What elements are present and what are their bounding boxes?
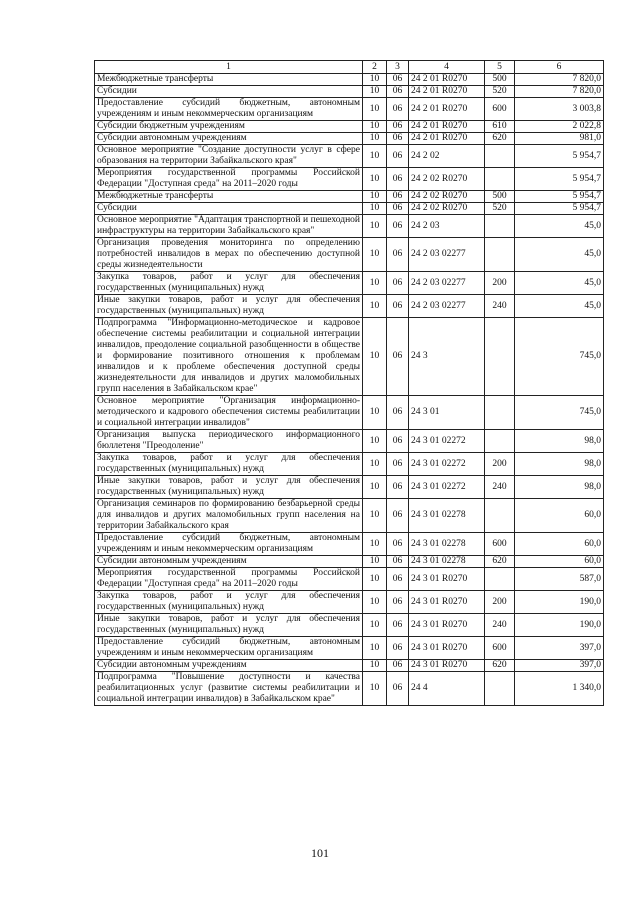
row-expense-type: 240 bbox=[485, 614, 515, 637]
row-name: Основное мероприятие "Адаптация транспортной и пешеходной инфраструктуры на территории Забайкальского края" bbox=[95, 215, 363, 238]
table-row bbox=[95, 295, 604, 318]
table-row bbox=[95, 453, 604, 476]
row-section: 10 bbox=[363, 499, 387, 533]
row-name: Мероприятия государственной программы Российской Федерации "Доступная среда" на 2011–2020 годы bbox=[95, 168, 363, 191]
row-section: 10 bbox=[363, 660, 387, 672]
row-expense-type: 600 bbox=[485, 637, 515, 660]
row-subsection: 06 bbox=[387, 614, 409, 637]
row-subsection: 06 bbox=[387, 168, 409, 191]
row-name: Подпрограмма "Информационно-методическое и кадровое обеспечение системы реабилитации и социальной интеграции инвалидов, преодоление социальной разобщенности в обществе и формирование позитивного отношения к проблемам инвалидов и к проблеме обеспечения доступной среды жизнедеятельности для инвалидов и других маломобильных групп населения в Забайкальском крае" bbox=[95, 318, 363, 396]
row-target-code: 24 2 01 R0270 bbox=[409, 98, 485, 121]
row-subsection: 06 bbox=[387, 203, 409, 215]
table-row bbox=[95, 145, 604, 168]
row-expense-type bbox=[485, 499, 515, 533]
row-name: Предоставление субсидий бюджетным, автономным учреждениям и иным некоммерческим организациям bbox=[95, 98, 363, 121]
row-subsection: 06 bbox=[387, 191, 409, 203]
row-subsection: 06 bbox=[387, 476, 409, 499]
row-subsection: 06 bbox=[387, 238, 409, 272]
row-name: Закупка товаров, работ и услуг для обеспечения государственных (муниципальных) нужд bbox=[95, 272, 363, 295]
row-target-code: 24 2 02 R0270 bbox=[409, 168, 485, 191]
table-row bbox=[95, 396, 604, 430]
row-expense-type bbox=[485, 396, 515, 430]
row-section: 10 bbox=[363, 191, 387, 203]
row-target-code: 24 2 01 R0270 bbox=[409, 121, 485, 133]
row-section: 10 bbox=[363, 272, 387, 295]
row-name: Межбюджетные трансферты bbox=[95, 191, 363, 203]
row-expense-type: 620 bbox=[485, 133, 515, 145]
row-section: 10 bbox=[363, 133, 387, 145]
table-body bbox=[95, 74, 604, 706]
table-row bbox=[95, 238, 604, 272]
row-expense-type: 600 bbox=[485, 98, 515, 121]
row-expense-type: 200 bbox=[485, 453, 515, 476]
row-amount: 45,0 bbox=[515, 272, 604, 295]
table-row bbox=[95, 203, 604, 215]
row-expense-type: 610 bbox=[485, 121, 515, 133]
row-section: 10 bbox=[363, 86, 387, 98]
row-target-code: 24 2 03 02277 bbox=[409, 238, 485, 272]
row-amount: 60,0 bbox=[515, 556, 604, 568]
row-subsection: 06 bbox=[387, 396, 409, 430]
row-expense-type bbox=[485, 568, 515, 591]
row-name: Организация проведения мониторинга по определению потребностей инвалидов в мерах по обеспечению доступной среды жизнедеятельности bbox=[95, 238, 363, 272]
row-subsection: 06 bbox=[387, 556, 409, 568]
row-target-code: 24 3 01 02278 bbox=[409, 556, 485, 568]
row-target-code: 24 2 02 R0270 bbox=[409, 203, 485, 215]
row-name: Основное мероприятие "Создание доступности услуг в сфере образования на территории Забайкальского края" bbox=[95, 145, 363, 168]
row-amount: 5 954,7 bbox=[515, 145, 604, 168]
column-header: 6 bbox=[515, 61, 604, 74]
row-name: Субсидии автономным учреждениям bbox=[95, 660, 363, 672]
table-row bbox=[95, 533, 604, 556]
row-section: 10 bbox=[363, 637, 387, 660]
row-amount: 5 954,7 bbox=[515, 191, 604, 203]
row-expense-type bbox=[485, 672, 515, 706]
row-section: 10 bbox=[363, 121, 387, 133]
row-name: Субсидии bbox=[95, 86, 363, 98]
row-name: Субсидии bbox=[95, 203, 363, 215]
table-row bbox=[95, 591, 604, 614]
row-expense-type: 600 bbox=[485, 533, 515, 556]
row-amount: 45,0 bbox=[515, 238, 604, 272]
row-target-code: 24 2 01 R0270 bbox=[409, 133, 485, 145]
row-section: 10 bbox=[363, 533, 387, 556]
row-target-code: 24 3 01 R0270 bbox=[409, 614, 485, 637]
row-amount: 45,0 bbox=[515, 295, 604, 318]
row-section: 10 bbox=[363, 74, 387, 86]
row-expense-type: 500 bbox=[485, 191, 515, 203]
row-subsection: 06 bbox=[387, 215, 409, 238]
row-name: Межбюджетные трансферты bbox=[95, 74, 363, 86]
column-header: 5 bbox=[485, 61, 515, 74]
row-expense-type bbox=[485, 145, 515, 168]
row-expense-type: 240 bbox=[485, 476, 515, 499]
table-row bbox=[95, 86, 604, 98]
row-subsection: 06 bbox=[387, 133, 409, 145]
row-subsection: 06 bbox=[387, 660, 409, 672]
row-amount: 98,0 bbox=[515, 430, 604, 453]
row-section: 10 bbox=[363, 591, 387, 614]
row-subsection: 06 bbox=[387, 453, 409, 476]
row-section: 10 bbox=[363, 295, 387, 318]
table-row bbox=[95, 660, 604, 672]
row-target-code: 24 3 01 bbox=[409, 396, 485, 430]
row-amount: 190,0 bbox=[515, 591, 604, 614]
row-name: Иные закупки товаров, работ и услуг для обеспечения государственных (муниципальных) нужд bbox=[95, 295, 363, 318]
row-amount: 98,0 bbox=[515, 476, 604, 499]
table-row bbox=[95, 98, 604, 121]
row-expense-type bbox=[485, 168, 515, 191]
row-expense-type: 620 bbox=[485, 660, 515, 672]
row-amount: 45,0 bbox=[515, 215, 604, 238]
column-header: 1 bbox=[95, 61, 363, 74]
row-section: 10 bbox=[363, 396, 387, 430]
row-expense-type: 520 bbox=[485, 86, 515, 98]
row-target-code: 24 3 01 02272 bbox=[409, 453, 485, 476]
column-header: 2 bbox=[363, 61, 387, 74]
budget-table bbox=[94, 60, 604, 706]
row-section: 10 bbox=[363, 98, 387, 121]
row-amount: 3 003,8 bbox=[515, 98, 604, 121]
row-target-code: 24 2 01 R0270 bbox=[409, 74, 485, 86]
row-amount: 397,0 bbox=[515, 660, 604, 672]
row-name: Субсидии бюджетным учреждениям bbox=[95, 121, 363, 133]
row-name: Закупка товаров, работ и услуг для обеспечения государственных (муниципальных) нужд bbox=[95, 453, 363, 476]
row-subsection: 06 bbox=[387, 295, 409, 318]
table-row bbox=[95, 430, 604, 453]
table-row bbox=[95, 614, 604, 637]
row-target-code: 24 3 01 R0270 bbox=[409, 568, 485, 591]
row-name: Организация выпуска периодического информационного бюллетеня "Преодоление" bbox=[95, 430, 363, 453]
row-name: Иные закупки товаров, работ и услуг для обеспечения государственных (муниципальных) нужд bbox=[95, 614, 363, 637]
row-section: 10 bbox=[363, 672, 387, 706]
row-target-code: 24 3 01 R0270 bbox=[409, 591, 485, 614]
row-expense-type bbox=[485, 215, 515, 238]
row-section: 10 bbox=[363, 614, 387, 637]
row-expense-type bbox=[485, 238, 515, 272]
table-row bbox=[95, 672, 604, 706]
row-name: Субсидии автономным учреждениям bbox=[95, 133, 363, 145]
row-amount: 745,0 bbox=[515, 396, 604, 430]
table-row bbox=[95, 133, 604, 145]
table-row bbox=[95, 74, 604, 86]
row-subsection: 06 bbox=[387, 272, 409, 295]
row-name: Мероприятия государственной программы Российской Федерации "Доступная среда" на 2011–2020 годы bbox=[95, 568, 363, 591]
table-row bbox=[95, 272, 604, 295]
row-section: 10 bbox=[363, 568, 387, 591]
row-amount: 190,0 bbox=[515, 614, 604, 637]
table-row bbox=[95, 637, 604, 660]
row-subsection: 06 bbox=[387, 672, 409, 706]
row-section: 10 bbox=[363, 476, 387, 499]
table-row bbox=[95, 121, 604, 133]
row-section: 10 bbox=[363, 145, 387, 168]
row-expense-type: 620 bbox=[485, 556, 515, 568]
row-target-code: 24 2 01 R0270 bbox=[409, 86, 485, 98]
row-amount: 60,0 bbox=[515, 533, 604, 556]
row-name: Организация семинаров по формированию безбарьерной среды для инвалидов и других маломобильных групп населения на территории Забайкальского края bbox=[95, 499, 363, 533]
row-expense-type: 200 bbox=[485, 272, 515, 295]
row-subsection: 06 bbox=[387, 121, 409, 133]
row-expense-type: 200 bbox=[485, 591, 515, 614]
row-amount: 5 954,7 bbox=[515, 168, 604, 191]
row-amount: 60,0 bbox=[515, 499, 604, 533]
row-target-code: 24 2 03 02277 bbox=[409, 272, 485, 295]
row-amount: 5 954,7 bbox=[515, 203, 604, 215]
row-section: 10 bbox=[363, 318, 387, 396]
row-target-code: 24 3 01 R0270 bbox=[409, 660, 485, 672]
row-target-code: 24 3 01 02272 bbox=[409, 476, 485, 499]
row-target-code: 24 3 01 02278 bbox=[409, 533, 485, 556]
row-section: 10 bbox=[363, 168, 387, 191]
row-subsection: 06 bbox=[387, 591, 409, 614]
row-name: Основное мероприятие "Организация информационно-методического и кадрового обеспечения системы реабилитации и социальной интеграции инвалидов" bbox=[95, 396, 363, 430]
row-target-code: 24 3 01 R0270 bbox=[409, 637, 485, 660]
row-name: Субсидии автономным учреждениям bbox=[95, 556, 363, 568]
row-target-code: 24 2 03 02277 bbox=[409, 295, 485, 318]
page-number: 101 bbox=[311, 846, 329, 860]
column-header: 3 bbox=[387, 61, 409, 74]
row-section: 10 bbox=[363, 203, 387, 215]
row-amount: 7 820,0 bbox=[515, 74, 604, 86]
row-target-code: 24 2 02 R0270 bbox=[409, 191, 485, 203]
row-subsection: 06 bbox=[387, 533, 409, 556]
row-name: Закупка товаров, работ и услуг для обеспечения государственных (муниципальных) нужд bbox=[95, 591, 363, 614]
row-target-code: 24 2 03 bbox=[409, 215, 485, 238]
row-name: Предоставление субсидий бюджетным, автономным учреждениям и иным некоммерческим организациям bbox=[95, 637, 363, 660]
row-target-code: 24 3 01 02278 bbox=[409, 499, 485, 533]
row-amount: 2 022,8 bbox=[515, 121, 604, 133]
row-subsection: 06 bbox=[387, 568, 409, 591]
table-row bbox=[95, 499, 604, 533]
row-amount: 981,0 bbox=[515, 133, 604, 145]
row-section: 10 bbox=[363, 556, 387, 568]
row-expense-type: 240 bbox=[485, 295, 515, 318]
table-row bbox=[95, 318, 604, 396]
row-name: Иные закупки товаров, работ и услуг для обеспечения государственных (муниципальных) нужд bbox=[95, 476, 363, 499]
row-target-code: 24 3 bbox=[409, 318, 485, 396]
column-header: 4 bbox=[409, 61, 485, 74]
row-subsection: 06 bbox=[387, 637, 409, 660]
header-row bbox=[95, 61, 604, 74]
table-row bbox=[95, 168, 604, 191]
row-section: 10 bbox=[363, 453, 387, 476]
row-target-code: 24 2 02 bbox=[409, 145, 485, 168]
row-amount: 98,0 bbox=[515, 453, 604, 476]
row-amount: 1 340,0 bbox=[515, 672, 604, 706]
row-name: Подпрограмма "Повышение доступности и качества реабилитационных услуг (развитие системы реабилитации и социальной интеграции инвалидов) в Забайкальском крае" bbox=[95, 672, 363, 706]
row-section: 10 bbox=[363, 430, 387, 453]
row-expense-type bbox=[485, 430, 515, 453]
row-subsection: 06 bbox=[387, 499, 409, 533]
row-subsection: 06 bbox=[387, 74, 409, 86]
table-row bbox=[95, 215, 604, 238]
row-expense-type: 500 bbox=[485, 74, 515, 86]
row-section: 10 bbox=[363, 215, 387, 238]
row-target-code: 24 4 bbox=[409, 672, 485, 706]
row-subsection: 06 bbox=[387, 86, 409, 98]
row-expense-type: 520 bbox=[485, 203, 515, 215]
table-row bbox=[95, 556, 604, 568]
row-amount: 587,0 bbox=[515, 568, 604, 591]
row-subsection: 06 bbox=[387, 430, 409, 453]
row-amount: 397,0 bbox=[515, 637, 604, 660]
table-row bbox=[95, 568, 604, 591]
row-amount: 7 820,0 bbox=[515, 86, 604, 98]
row-amount: 745,0 bbox=[515, 318, 604, 396]
row-subsection: 06 bbox=[387, 318, 409, 396]
row-expense-type bbox=[485, 318, 515, 396]
row-name: Предоставление субсидий бюджетным, автономным учреждениям и иным некоммерческим организациям bbox=[95, 533, 363, 556]
row-section: 10 bbox=[363, 238, 387, 272]
row-subsection: 06 bbox=[387, 145, 409, 168]
table-row bbox=[95, 191, 604, 203]
row-target-code: 24 3 01 02272 bbox=[409, 430, 485, 453]
table-row bbox=[95, 476, 604, 499]
row-subsection: 06 bbox=[387, 98, 409, 121]
